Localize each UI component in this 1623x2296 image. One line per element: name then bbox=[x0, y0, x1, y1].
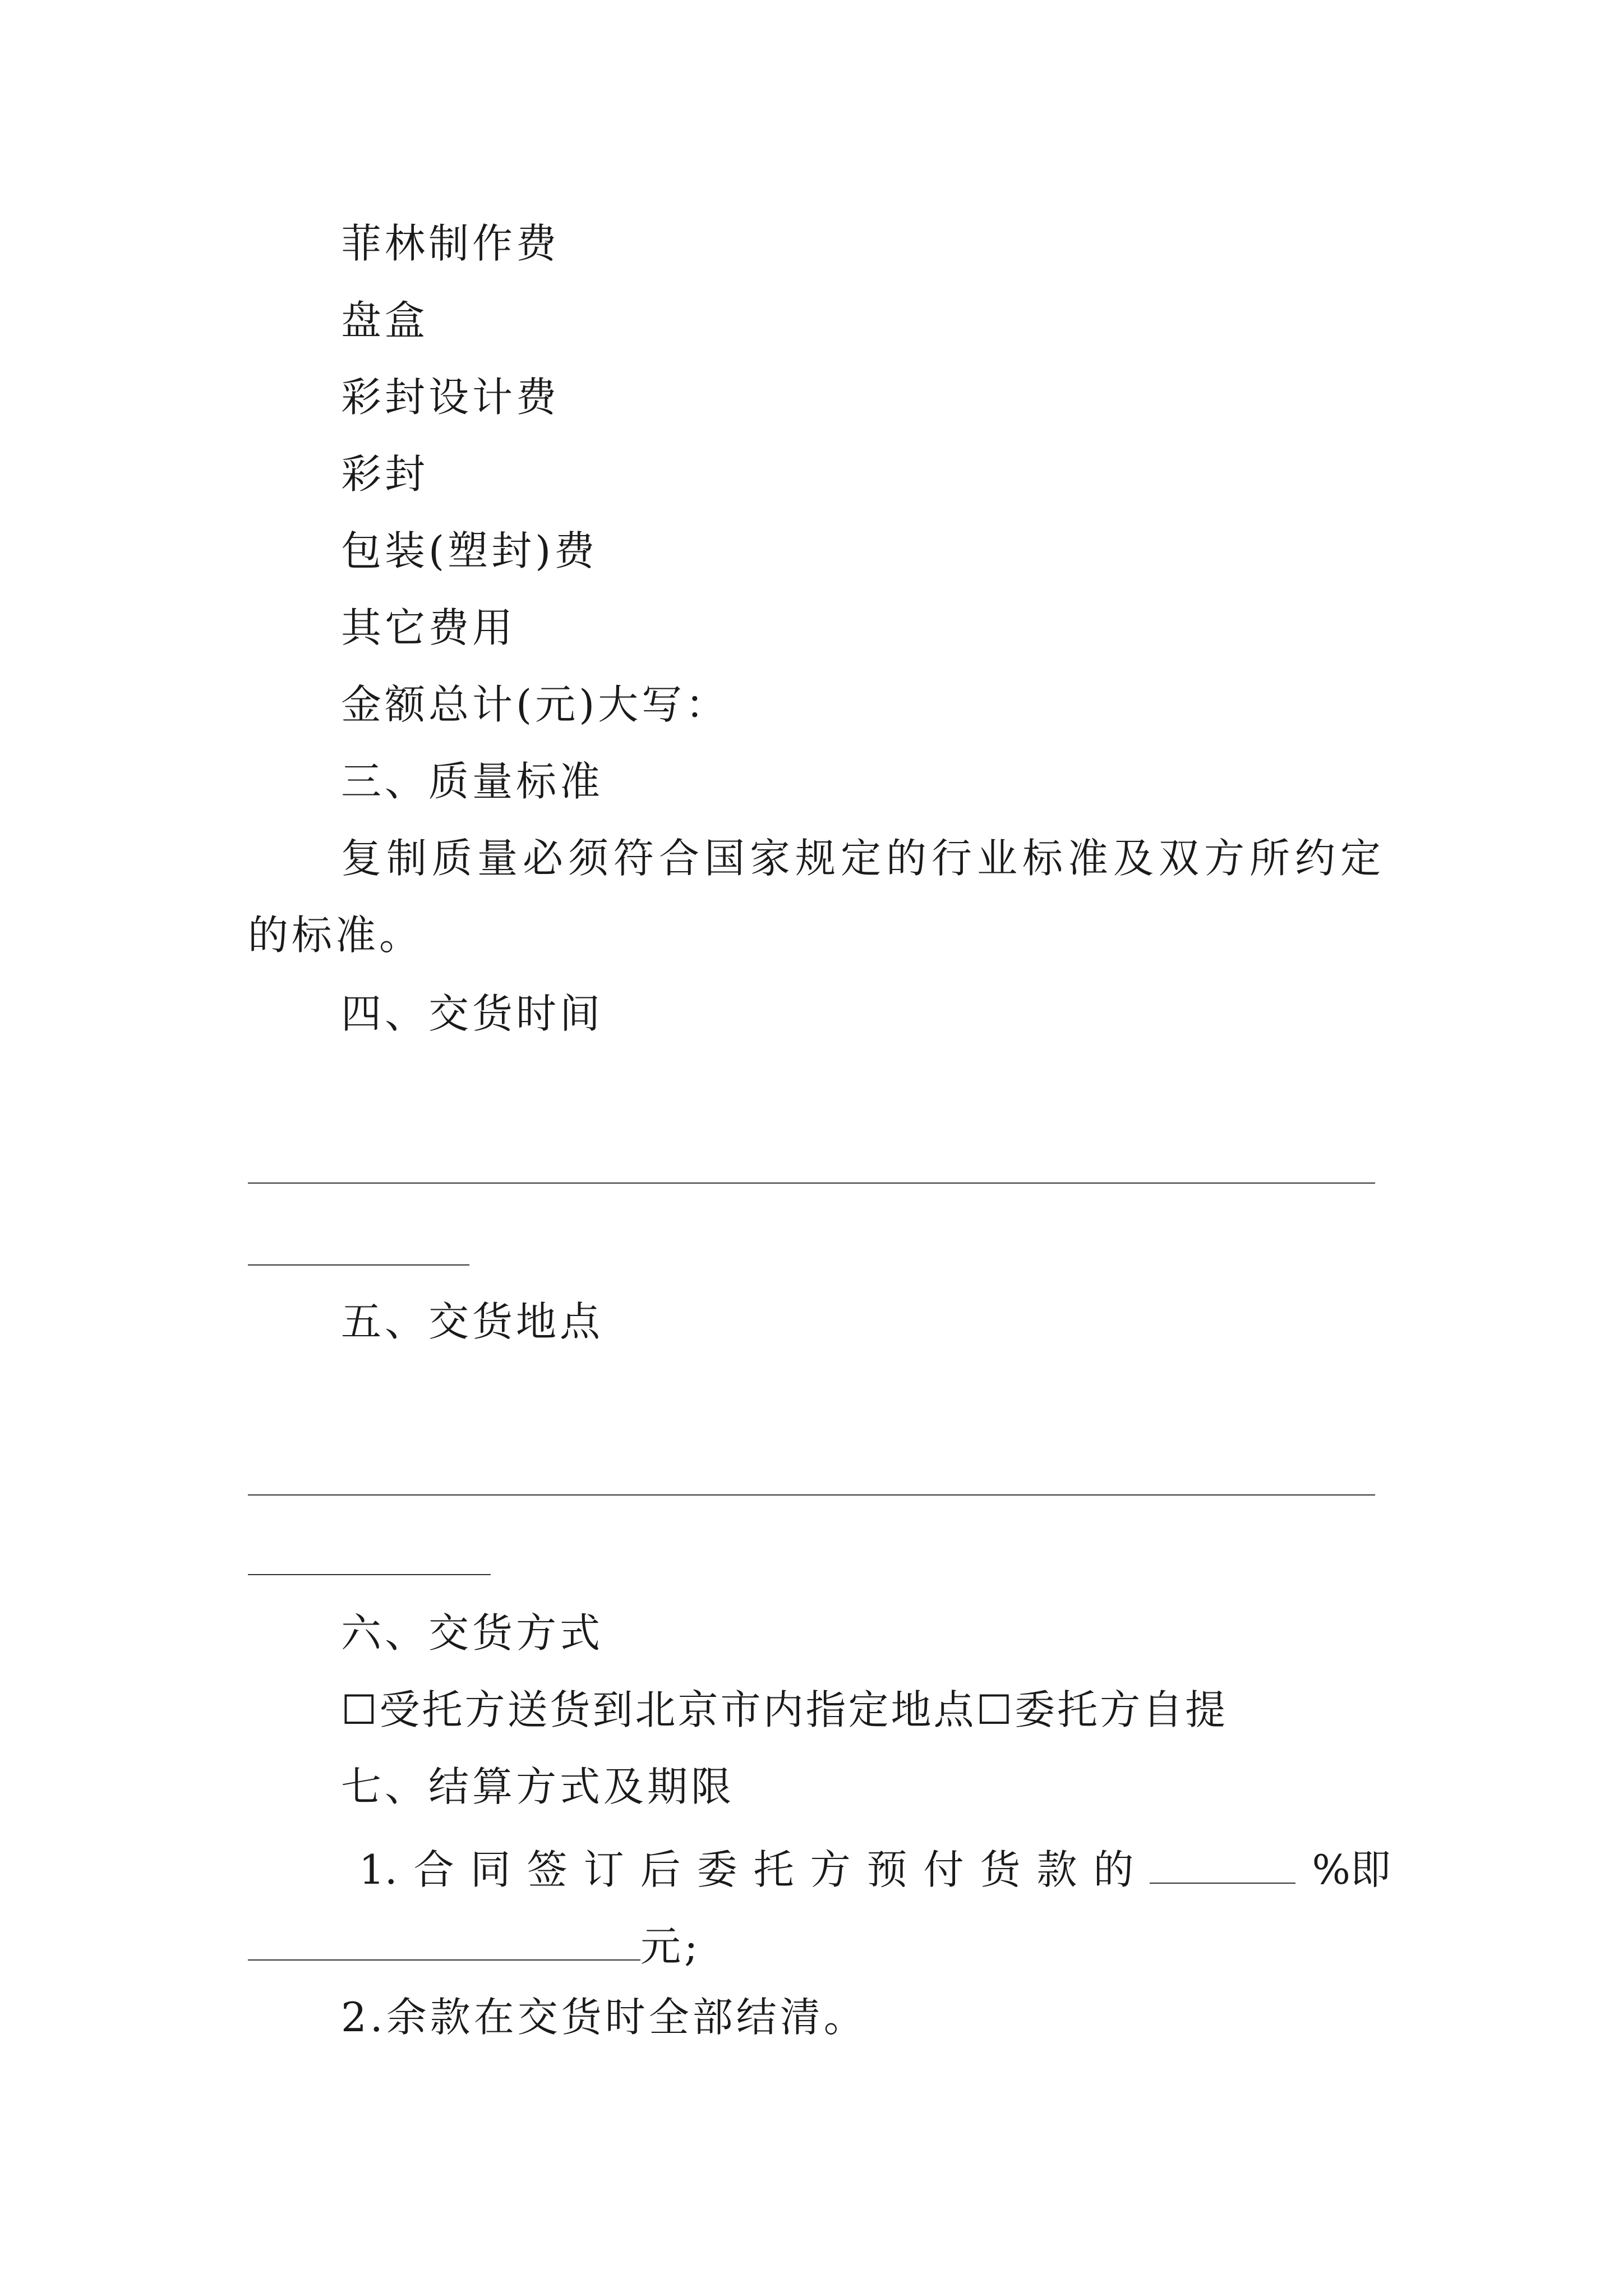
item-packaging-fee: 包装(塑封)费 bbox=[341, 527, 598, 574]
settlement-item-1-char: 签 bbox=[527, 1846, 568, 1893]
delivery-place-blank-line-1 bbox=[248, 1494, 1375, 1496]
section-7-heading: 七、结算方式及期限 bbox=[341, 1763, 735, 1810]
settlement-item-1-char: 款 bbox=[1036, 1846, 1077, 1893]
settlement-item-1-char: 的 bbox=[1093, 1846, 1134, 1893]
yuan-suffix: 元; bbox=[640, 1923, 702, 1970]
section-5-heading: 五、交货地点 bbox=[341, 1298, 604, 1345]
delivery-time-blank-line-1 bbox=[248, 1182, 1375, 1184]
settlement-item-1-char: 货 bbox=[980, 1846, 1021, 1893]
settlement-item-1-char: 方 bbox=[810, 1846, 851, 1893]
item-other-fees: 其它费用 bbox=[341, 604, 517, 651]
item-color-cover: 彩封 bbox=[341, 450, 429, 498]
delivery-method-options: ☐受托方送货到北京市内指定地点☐委托方自提 bbox=[341, 1686, 1228, 1733]
item-film-fee: 菲林制作费 bbox=[341, 220, 560, 267]
section-6-heading: 六、交货方式 bbox=[341, 1609, 604, 1657]
advance-amount-blank[interactable] bbox=[248, 1920, 640, 1961]
settlement-item-1-number: 1. bbox=[359, 1846, 398, 1893]
percent-suffix: %即 bbox=[1312, 1846, 1391, 1893]
settlement-item-1-char: 合 bbox=[413, 1846, 454, 1893]
settlement-item-1-char: 托 bbox=[753, 1846, 794, 1893]
settlement-item-2: 2.余款在交货时全部结清。 bbox=[341, 1994, 868, 2041]
settlement-item-1-line1 bbox=[359, 1843, 1391, 1893]
delivery-place-blank-line-2 bbox=[248, 1574, 491, 1575]
section-3-heading: 三、质量标准 bbox=[341, 758, 604, 805]
item-cover-design-fee: 彩封设计费 bbox=[341, 374, 560, 421]
delivery-time-blank-line-2 bbox=[248, 1264, 469, 1266]
settlement-item-1-char: 预 bbox=[866, 1846, 907, 1893]
settlement-item-1-char: 付 bbox=[923, 1846, 964, 1893]
settlement-item-1-char: 委 bbox=[697, 1846, 737, 1893]
advance-percent-blank[interactable] bbox=[1150, 1843, 1295, 1884]
section-4-heading: 四、交货时间 bbox=[341, 990, 604, 1037]
settlement-item-1-char: 订 bbox=[583, 1846, 624, 1893]
item-disc-box: 盘盒 bbox=[341, 297, 429, 344]
settlement-item-1-char: 后 bbox=[640, 1846, 681, 1893]
section-3-paragraph-line1: 复制质量必须符合国家规定的行业标准及双方所约定 bbox=[341, 835, 1386, 882]
settlement-item-1-char: 同 bbox=[470, 1846, 511, 1893]
item-total-amount: 金额总计(元)大写： bbox=[341, 681, 730, 728]
section-3-paragraph-line2: 的标准。 bbox=[248, 912, 423, 959]
settlement-item-1-line2 bbox=[248, 1920, 702, 1970]
